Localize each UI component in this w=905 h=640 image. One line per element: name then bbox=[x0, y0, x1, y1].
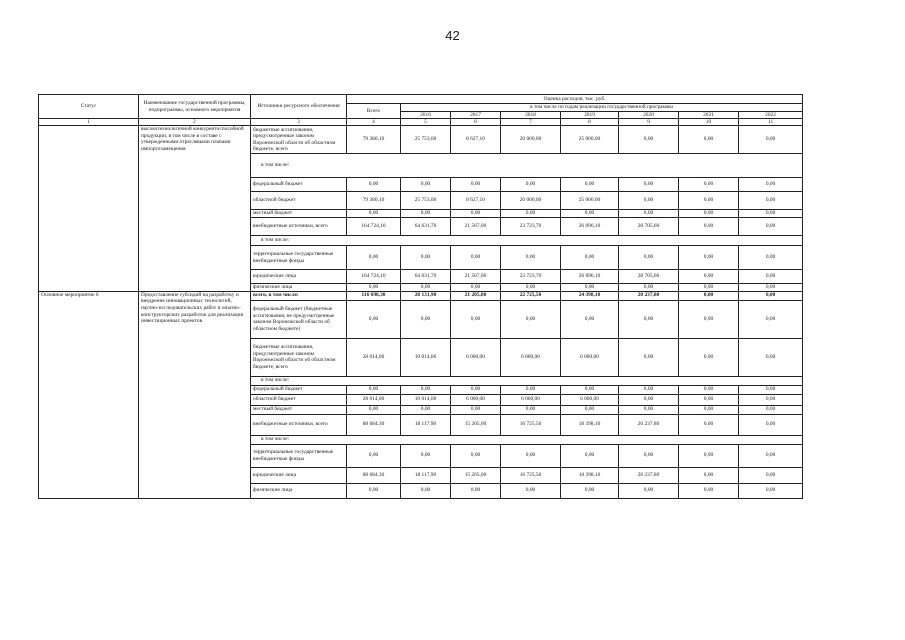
value-cell: 10 014,00 bbox=[401, 394, 451, 405]
value-cell: 64 631,70 bbox=[401, 270, 451, 284]
table-row bbox=[39, 291, 803, 300]
value-cell: 0,00 bbox=[401, 210, 451, 218]
value-cell: 6 000,00 bbox=[561, 338, 619, 376]
status-cell-empty bbox=[39, 126, 139, 292]
value-cell: 0,00 bbox=[739, 414, 803, 435]
value-cell: 8 627,10 bbox=[451, 192, 501, 210]
value-cell: 6 000,00 bbox=[501, 394, 561, 405]
value-cell: 20 000,00 bbox=[501, 192, 561, 210]
value-cell: 0,00 bbox=[451, 444, 501, 467]
value-cell: 0,00 bbox=[739, 284, 803, 292]
subheading-label: в том числе: bbox=[251, 435, 803, 444]
value-cell: 0,00 bbox=[679, 192, 739, 210]
value-cell: 0,00 bbox=[561, 405, 619, 414]
value-cell: 0,00 bbox=[679, 270, 739, 284]
header-year: 2018 bbox=[501, 111, 561, 119]
value-cell: 0,00 bbox=[679, 444, 739, 467]
budget-table-sheet bbox=[38, 94, 802, 499]
value-cell: 0,00 bbox=[561, 210, 619, 218]
value-cell: 0,00 bbox=[619, 405, 679, 414]
value-cell: 0,00 bbox=[739, 405, 803, 414]
column-number: 5 bbox=[401, 119, 451, 126]
value-cell: 0,00 bbox=[679, 218, 739, 236]
value-cell: 10 014,00 bbox=[401, 338, 451, 376]
value-cell: 0,00 bbox=[619, 192, 679, 210]
page-number: 42 bbox=[445, 28, 460, 43]
value-cell: 20 237,80 bbox=[619, 467, 679, 483]
source-label: бюджетные ассигнования, предусмотренные законом Воронежской области об областном бюджете, всего bbox=[251, 126, 347, 154]
column-number: 4 bbox=[347, 119, 401, 126]
header-total: Всего bbox=[347, 104, 401, 119]
value-cell: 18 398,10 bbox=[561, 467, 619, 483]
value-cell: 16 725,50 bbox=[501, 467, 561, 483]
value-cell: 20 000,00 bbox=[501, 126, 561, 154]
value-cell: 24 398,10 bbox=[561, 291, 619, 300]
value-cell: 0,00 bbox=[739, 270, 803, 284]
value-cell: 16 725,50 bbox=[501, 414, 561, 435]
status-cell: Основное мероприятие 6 bbox=[39, 291, 139, 498]
source-label: физические лица bbox=[251, 284, 347, 292]
value-cell: 18 117,90 bbox=[401, 414, 451, 435]
column-number: 6 bbox=[451, 119, 501, 126]
value-cell: 18 398,10 bbox=[561, 414, 619, 435]
header-year: 2020 bbox=[619, 111, 679, 119]
value-cell: 0,00 bbox=[679, 483, 739, 498]
value-cell: 28 014,00 bbox=[347, 394, 401, 405]
value-cell: 0,00 bbox=[739, 192, 803, 210]
value-cell: 0,00 bbox=[401, 284, 451, 292]
value-cell: 6 000,00 bbox=[501, 338, 561, 376]
value-cell: 0,00 bbox=[347, 444, 401, 467]
source-label: федеральный бюджет bbox=[251, 385, 347, 394]
value-cell: 26 096,10 bbox=[561, 218, 619, 236]
value-cell: 0,00 bbox=[401, 178, 451, 192]
value-cell: 0,00 bbox=[739, 210, 803, 218]
value-cell: 0,00 bbox=[347, 284, 401, 292]
value-cell: 0,00 bbox=[739, 394, 803, 405]
value-cell: 0,00 bbox=[501, 385, 561, 394]
value-cell: 0,00 bbox=[679, 385, 739, 394]
header-estimate: Оценка расходов, тыс. руб. bbox=[347, 95, 803, 104]
value-cell: 164 724,10 bbox=[347, 270, 401, 284]
value-cell: 0,00 bbox=[451, 178, 501, 192]
value-cell: 0,00 bbox=[561, 444, 619, 467]
value-cell: 0,00 bbox=[347, 483, 401, 498]
subheading-label: в том числе: bbox=[251, 236, 803, 246]
value-cell: 0,00 bbox=[679, 467, 739, 483]
value-cell: 0,00 bbox=[619, 246, 679, 270]
value-cell: 0,00 bbox=[561, 483, 619, 498]
value-cell: 20 237,80 bbox=[619, 291, 679, 300]
value-cell: 0,00 bbox=[561, 284, 619, 292]
value-cell: 0,00 bbox=[501, 246, 561, 270]
value-cell: 0,00 bbox=[619, 483, 679, 498]
column-number: 9 bbox=[619, 119, 679, 126]
value-cell: 0,00 bbox=[401, 483, 451, 498]
value-cell: 0,00 bbox=[401, 300, 451, 338]
value-cell: 0,00 bbox=[619, 385, 679, 394]
value-cell: 8 627,10 bbox=[451, 126, 501, 154]
source-label: федеральный бюджет bbox=[251, 178, 347, 192]
header-year: 2017 bbox=[451, 111, 501, 119]
budget-table bbox=[38, 94, 803, 499]
subheading-label: в том числе: bbox=[251, 154, 803, 178]
value-cell: 0,00 bbox=[347, 246, 401, 270]
value-cell: 0,00 bbox=[401, 405, 451, 414]
column-number: 1 bbox=[39, 119, 139, 126]
value-cell: 0,00 bbox=[501, 178, 561, 192]
value-cell: 20 237,80 bbox=[619, 414, 679, 435]
value-cell: 0,00 bbox=[679, 338, 739, 376]
value-cell: 0,00 bbox=[501, 300, 561, 338]
column-number: 11 bbox=[739, 119, 803, 126]
value-cell: 26 096,10 bbox=[561, 270, 619, 284]
value-cell: 0,00 bbox=[679, 178, 739, 192]
value-cell: 6 000,00 bbox=[451, 338, 501, 376]
value-cell: 79 380,10 bbox=[347, 126, 401, 154]
source-label: федеральный бюджет (бюджетные ассигнования, не предусмотренные законом Воронежской области об областном бюджете) bbox=[251, 300, 347, 338]
source-label: физические лица bbox=[251, 483, 347, 498]
value-cell: 0,00 bbox=[739, 291, 803, 300]
value-cell: 0,00 bbox=[619, 126, 679, 154]
value-cell: 6 000,00 bbox=[561, 394, 619, 405]
value-cell: 21 205,00 bbox=[451, 291, 501, 300]
value-cell: 88 684,30 bbox=[347, 467, 401, 483]
value-cell: 0,00 bbox=[619, 178, 679, 192]
program-name-cell: высокотехнологичной конкурентоспособной продукции, в том числе в составе с утвержденными отраслевыми планами импортозамещения bbox=[139, 126, 251, 292]
value-cell: 0,00 bbox=[501, 483, 561, 498]
value-cell: 28 014,00 bbox=[347, 338, 401, 376]
value-cell: 0,00 bbox=[739, 338, 803, 376]
value-cell: 0,00 bbox=[679, 126, 739, 154]
value-cell: 0,00 bbox=[451, 405, 501, 414]
column-number: 10 bbox=[679, 119, 739, 126]
value-cell: 0,00 bbox=[501, 405, 561, 414]
header-source: Источники ресурсного обеспечения bbox=[251, 95, 347, 119]
source-label: областной бюджет bbox=[251, 192, 347, 210]
value-cell: 0,00 bbox=[347, 178, 401, 192]
value-cell: 0,00 bbox=[739, 385, 803, 394]
value-cell: 0,00 bbox=[679, 291, 739, 300]
source-label: местный бюджет bbox=[251, 210, 347, 218]
value-cell: 0,00 bbox=[451, 210, 501, 218]
value-cell: 0,00 bbox=[619, 444, 679, 467]
source-label: юридические лица bbox=[251, 270, 347, 284]
subheading-label: в том числе: bbox=[251, 376, 803, 385]
value-cell: 0,00 bbox=[739, 246, 803, 270]
value-cell: 0,00 bbox=[679, 284, 739, 292]
value-cell: 0,00 bbox=[501, 210, 561, 218]
header-year: 2021 bbox=[679, 111, 739, 119]
value-cell: 0,00 bbox=[561, 246, 619, 270]
value-cell: 0,00 bbox=[619, 210, 679, 218]
value-cell: 28 131,90 bbox=[401, 291, 451, 300]
header-year: 2019 bbox=[561, 111, 619, 119]
value-cell: 0,00 bbox=[739, 444, 803, 467]
value-cell: 0,00 bbox=[561, 300, 619, 338]
value-cell: 28 705,60 bbox=[619, 218, 679, 236]
value-cell: 0,00 bbox=[739, 218, 803, 236]
column-number: 3 bbox=[251, 119, 347, 126]
value-cell: 25 000,00 bbox=[561, 192, 619, 210]
column-number: 8 bbox=[561, 119, 619, 126]
source-label: внебюджетные источники, всего bbox=[251, 414, 347, 435]
source-label: всего, в том числе: bbox=[251, 291, 347, 300]
value-cell: 88 684,30 bbox=[347, 414, 401, 435]
value-cell: 0,00 bbox=[451, 385, 501, 394]
value-cell: 0,00 bbox=[451, 483, 501, 498]
value-cell: 0,00 bbox=[501, 444, 561, 467]
value-cell: 64 631,70 bbox=[401, 218, 451, 236]
value-cell: 15 205,00 bbox=[451, 467, 501, 483]
value-cell: 0,00 bbox=[451, 246, 501, 270]
source-label: территориальные государственные внебюджетные фонды bbox=[251, 444, 347, 467]
value-cell: 0,00 bbox=[679, 394, 739, 405]
column-number: 2 bbox=[139, 119, 251, 126]
value-cell: 0,00 bbox=[561, 178, 619, 192]
value-cell: 21 567,00 bbox=[451, 218, 501, 236]
value-cell: 0,00 bbox=[451, 300, 501, 338]
value-cell: 0,00 bbox=[679, 300, 739, 338]
value-cell: 25 753,00 bbox=[401, 126, 451, 154]
value-cell: 0,00 bbox=[679, 405, 739, 414]
value-cell: 0,00 bbox=[561, 385, 619, 394]
value-cell: 18 117,90 bbox=[401, 467, 451, 483]
source-label: территориальные государственные внебюджетные фонды bbox=[251, 246, 347, 270]
header-year: 2016 bbox=[401, 111, 451, 119]
source-label: местный бюджет bbox=[251, 405, 347, 414]
value-cell: 0,00 bbox=[739, 126, 803, 154]
value-cell: 0,00 bbox=[347, 405, 401, 414]
value-cell: 0,00 bbox=[619, 394, 679, 405]
value-cell: 25 753,00 bbox=[401, 192, 451, 210]
value-cell: 23 723,70 bbox=[501, 218, 561, 236]
header-status: Статус bbox=[39, 95, 139, 119]
value-cell: 0,00 bbox=[401, 385, 451, 394]
value-cell: 0,00 bbox=[619, 338, 679, 376]
source-label: внебюджетные источники, всего bbox=[251, 218, 347, 236]
value-cell: 0,00 bbox=[451, 284, 501, 292]
value-cell: 22 725,50 bbox=[501, 291, 561, 300]
value-cell: 0,00 bbox=[679, 246, 739, 270]
value-cell: 15 205,00 bbox=[451, 414, 501, 435]
value-cell: 25 000,00 bbox=[561, 126, 619, 154]
value-cell: 0,00 bbox=[347, 210, 401, 218]
value-cell: 0,00 bbox=[619, 300, 679, 338]
value-cell: 0,00 bbox=[619, 284, 679, 292]
table-row bbox=[39, 126, 803, 154]
source-label: бюджетные ассигнования, предусмотренные законом Воронежской области об областном бюджете, всего bbox=[251, 338, 347, 376]
value-cell: 28 705,60 bbox=[619, 270, 679, 284]
table-header bbox=[39, 95, 803, 126]
value-cell: 21 567,00 bbox=[451, 270, 501, 284]
value-cell: 23 723,70 bbox=[501, 270, 561, 284]
value-cell: 0,00 bbox=[739, 178, 803, 192]
value-cell: 116 698,30 bbox=[347, 291, 401, 300]
value-cell: 0,00 bbox=[739, 467, 803, 483]
value-cell: 0,00 bbox=[401, 246, 451, 270]
value-cell: 0,00 bbox=[347, 385, 401, 394]
value-cell: 79 380,10 bbox=[347, 192, 401, 210]
value-cell: 0,00 bbox=[401, 444, 451, 467]
header-name: Наименование государственной программы, подпрограммы, основного мероприятия bbox=[139, 95, 251, 119]
source-label: юридические лица bbox=[251, 467, 347, 483]
value-cell: 164 724,10 bbox=[347, 218, 401, 236]
source-label: областной бюджет bbox=[251, 394, 347, 405]
column-number: 7 bbox=[501, 119, 561, 126]
header-by-years: в том числе по годам реализации государственной программы bbox=[401, 104, 803, 112]
header-year: 2022 bbox=[739, 111, 803, 119]
value-cell: 0,00 bbox=[679, 210, 739, 218]
value-cell: 0,00 bbox=[739, 483, 803, 498]
value-cell: 6 000,00 bbox=[451, 394, 501, 405]
value-cell: 0,00 bbox=[739, 300, 803, 338]
program-name-cell: Предоставление субсидий на разработку и внедрение инновационных технологий, научно-исследовательских работ и опытно-конструкторских разработок для реализации инвестиционных проектов bbox=[139, 291, 251, 498]
value-cell: 0,00 bbox=[679, 414, 739, 435]
value-cell: 0,00 bbox=[347, 300, 401, 338]
value-cell: 0,00 bbox=[501, 284, 561, 292]
